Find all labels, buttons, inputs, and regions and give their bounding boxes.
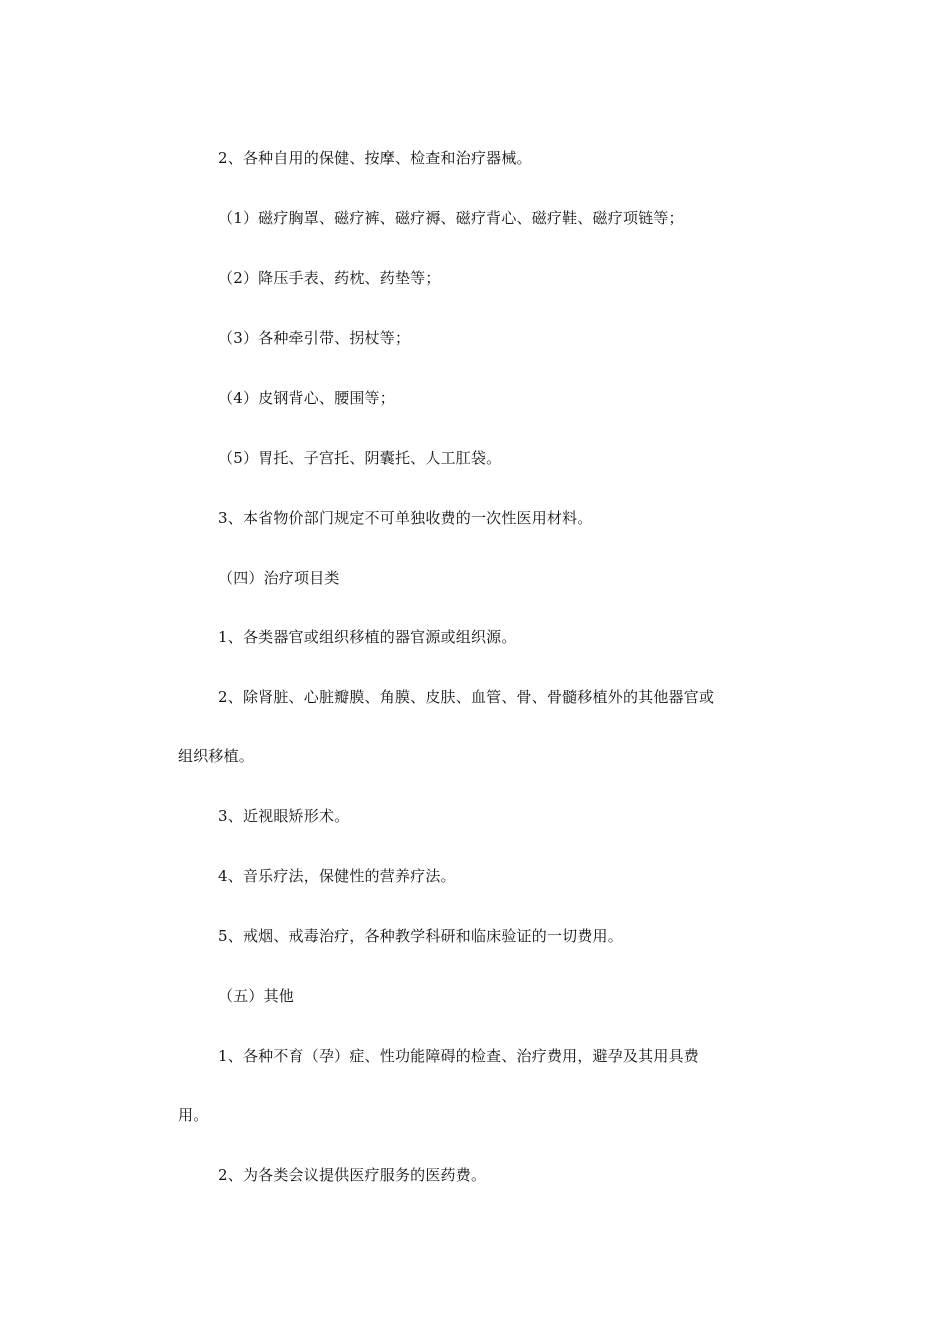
paragraph-line: 1、各类器官或组织移植的器官源或组织源。 [218, 628, 517, 646]
paragraph-line-continuation: 组织移植。 [178, 747, 255, 765]
section-heading: （四）治疗项目类 [218, 569, 340, 587]
paragraph-line-continuation: 用。 [178, 1106, 209, 1124]
paragraph-line: 4、音乐疗法，保健性的营养疗法。 [218, 867, 456, 885]
paragraph-line: 2、各种自用的保健、按摩、检查和治疗器械。 [218, 149, 532, 167]
paragraph-line: （3）各种牵引带、拐杖等； [218, 329, 411, 347]
paragraph-line: （5）胃托、子宫托、阴囊托、人工肛袋。 [218, 449, 502, 467]
paragraph-line: 5、戒烟、戒毒治疗，各种教学科研和临床验证的一切费用。 [218, 927, 623, 945]
paragraph-line: 2、为各类会议提供医疗服务的医药费。 [218, 1166, 487, 1184]
paragraph-line: 3、本省物价部门规定不可单独收费的一次性医用材料。 [218, 509, 593, 527]
paragraph-line: 2、除肾脏、心脏瓣膜、角膜、皮肤、血管、骨、骨髓移植外的其他器官或 [218, 688, 715, 706]
paragraph-line: （2）降压手表、药枕、药垫等； [218, 269, 441, 287]
paragraph-line: 1、各种不育（孕）症、性功能障碍的检查、治疗费用，避孕及其用具费 [218, 1047, 699, 1065]
paragraph-line: （4）皮钢背心、腰围等； [218, 389, 395, 407]
section-heading: （五）其他 [218, 987, 295, 1005]
paragraph-line: 3、近视眼矫形术。 [218, 807, 350, 825]
paragraph-line: （1）磁疗胸罩、磁疗裤、磁疗褥、磁疗背心、磁疗鞋、磁疗项链等； [218, 209, 684, 227]
